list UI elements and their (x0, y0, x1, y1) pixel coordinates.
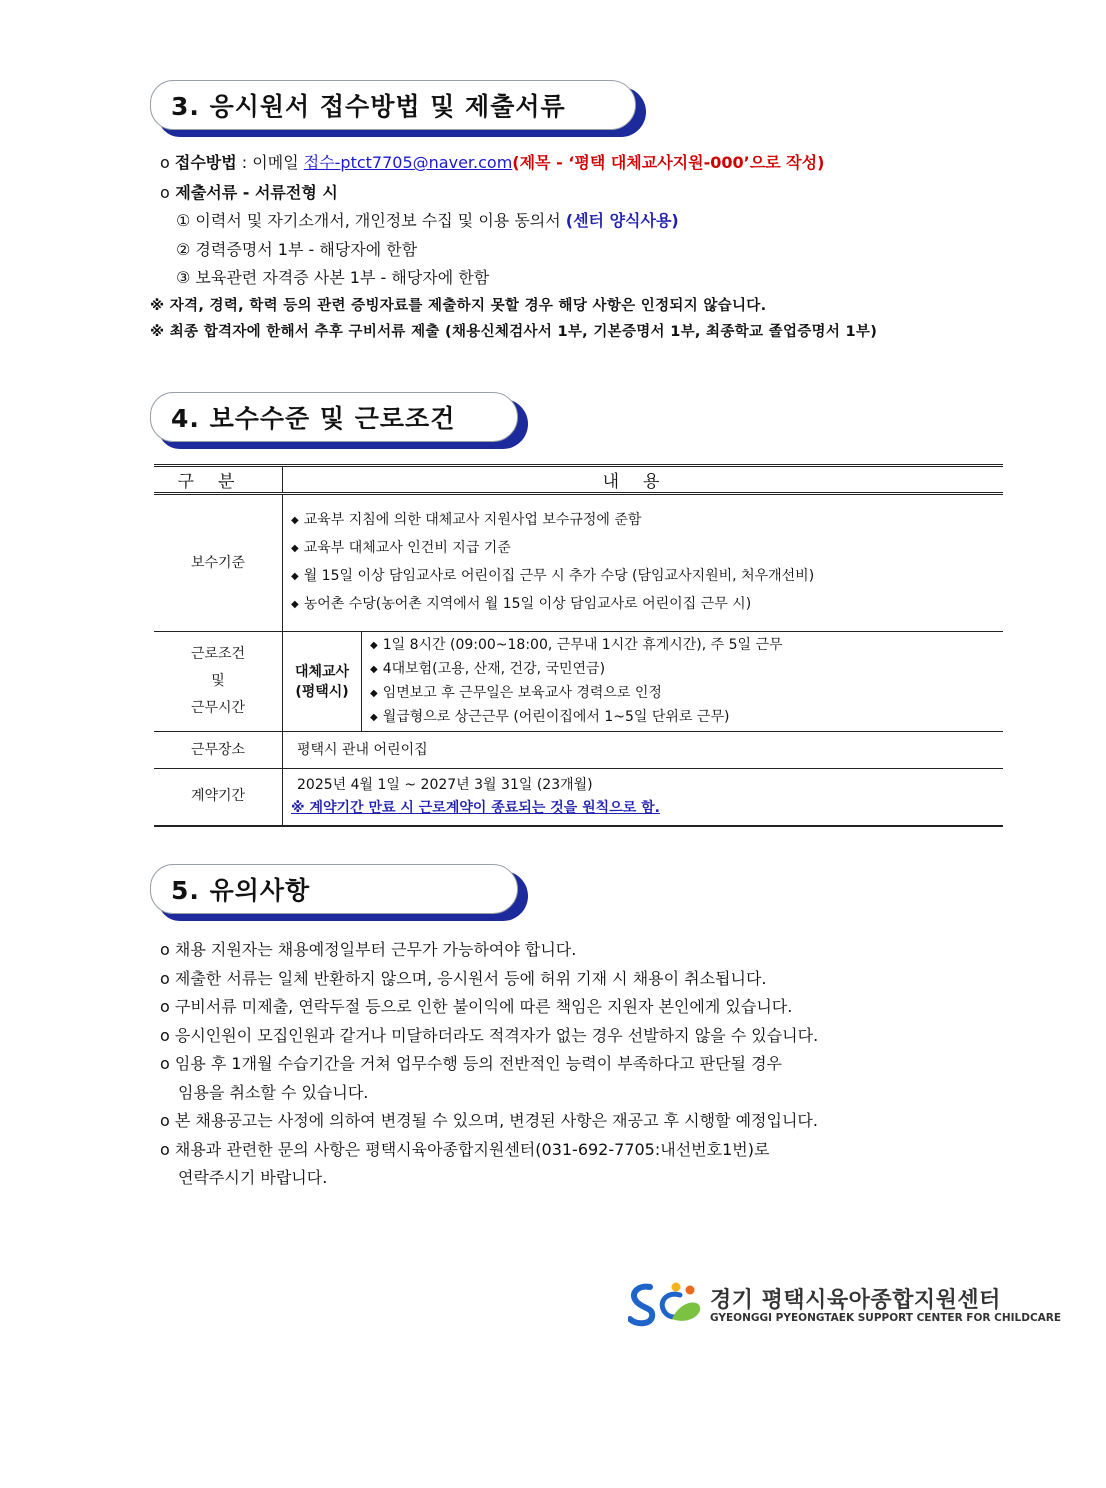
diamond-icon: ◆ (291, 571, 299, 582)
list-item: ◆ 임면보고 후 근무일은 보육교사 경력으로 인정 (370, 684, 662, 701)
submission-method-line (160, 153, 824, 173)
notice-item: o 본 채용공고는 사정에 의하여 변경될 수 있으며, 변경된 사항은 재공고 후 시행할 예정입니다. (160, 1111, 818, 1130)
section3-header (150, 80, 646, 140)
note-2: ※ 최종 합격자에 한해서 추후 구비서류 제출 (채용신체검사서 1부, 기본증명서 1부, 최종학교 졸업증명서 1부) (150, 324, 878, 340)
list-item: ◆ 교육부 대체교사 인건비 지급 기준 (291, 540, 511, 556)
doc-item-1-text: ① 이력서 및 자기소개서, 개인정보 수집 및 이용 동의서 (176, 211, 566, 230)
section5-header (150, 864, 530, 924)
notice-item-cont: 연락주시기 바랍니다. (178, 1168, 328, 1187)
list-item: ◆ 1일 8시간 (09:00~18:00, 근무내 1시간 휴게시간), 주 5일 근무 (370, 636, 783, 653)
email-link[interactable]: 접수-ptct7705@naver.com (303, 153, 513, 172)
row-label-period: 계약기간 (154, 769, 283, 826)
bullet: o (160, 183, 170, 202)
method-sep: : 이메일 (236, 153, 304, 172)
doc-item-3: ③ 보육관련 자격증 사본 1부 - 해당자에 한함 (176, 268, 490, 287)
section4-title: 4. 보수수준 및 근로조건 (150, 392, 518, 442)
table-row (154, 732, 1003, 769)
method-label: 접수방법 (174, 153, 237, 172)
docs-label: 제출서류 - 서류전형 시 (175, 183, 338, 202)
table-header-row (154, 466, 1003, 494)
row-label-work: 근로조건 및 근무시간 (154, 632, 283, 732)
notice-item: o 응시인원이 모집인원과 같거나 미달하더라도 적격자가 없는 경우 선발하지 않을 수 있습니다. (160, 1026, 819, 1045)
table-row (154, 769, 1003, 826)
period-note: ※ 계약기간 만료 시 근로계약이 종료되는 것을 원칙으로 함. (291, 799, 660, 816)
table-row (154, 632, 1003, 732)
diamond-icon: ◆ (370, 711, 378, 723)
notice-item: o 임용 후 1개월 수습기간을 거쳐 업무수행 등의 전반적인 능력이 부족하다고 판단될 경우 (160, 1054, 782, 1073)
doc-item-2: ② 경력증명서 1부 - 해당자에 한함 (176, 240, 418, 259)
period-value: 2025년 4월 1일 ~ 2027년 3월 31일 (23개월) ※ 계약기간 만료 시 근로계약이 종료되는 것을 원칙으로 함. (283, 769, 1004, 826)
center-logo-mark-icon (628, 1281, 704, 1331)
table-row (154, 494, 1003, 632)
list-item: ◆ 교육부 지침에 의한 대체교사 지원사업 보수규정에 준함 (291, 512, 642, 528)
notice-item: o 채용과 관련한 문의 사항은 평택시육아종합지원센터(031-692-7705:내선번호1번)로 (160, 1140, 770, 1159)
diamond-icon: ◆ (370, 663, 378, 675)
notice-item: o 제출한 서류는 일체 반환하지 않으며, 응시원서 등에 허위 기재 시 채용이 취소됩니다. (160, 969, 767, 988)
pay-items (283, 494, 1004, 632)
row-label-place: 근무장소 (154, 732, 283, 769)
list-item: ◆ 월 15일 이상 담임교사로 어린이집 근무 시 추가 수당 (담임교사지원비, 처우개선비) (291, 568, 815, 584)
doc-item-1-note: (센터 양식사용) (565, 211, 679, 230)
diamond-icon: ◆ (291, 543, 299, 554)
header-content: 내용 (283, 466, 1004, 494)
doc-item-1 (176, 211, 679, 231)
note-1: ※ 자격, 경력, 학력 등의 관련 증빙자료를 제출하지 못할 경우 해당 사항은 인정되지 않습니다. (150, 298, 767, 314)
section5-title: 5. 유의사항 (150, 864, 518, 914)
diamond-icon: ◆ (370, 639, 378, 651)
diamond-icon: ◆ (370, 687, 378, 699)
notice-item: o 구비서류 미제출, 연락두절 등으로 인한 불이익에 따른 책임은 지원자 본인에게 있습니다. (160, 997, 793, 1016)
logo-name-kr: 경기 평택시육아종합지원센터 (710, 1288, 1001, 1313)
conditions-table (154, 464, 1003, 827)
section3-title: 3. 응시원서 접수방법 및 제출서류 (150, 80, 636, 130)
list-item: ◆ 월급형으로 상근근무 (어린이집에서 1~5일 단위로 근무) (370, 708, 730, 725)
header-category: 구분 (154, 466, 283, 494)
docs-line (160, 183, 338, 203)
bullet: o (160, 153, 170, 172)
list-item: ◆ 농어촌 수당(농어촌 지역에서 월 15일 이상 담임교사로 어린이집 근무 시) (291, 596, 752, 612)
section4-header (150, 392, 530, 452)
notice-item: o 채용 지원자는 채용예정일부터 근무가 가능하여야 합니다. (160, 940, 577, 959)
logo-name-en: GYEONGGI PYEONGTAEK SUPPORT CENTER FOR CHILDCARE (710, 1312, 1062, 1324)
list-item: ◆ 4대보험(고용, 산재, 건강, 국민연금) (370, 660, 606, 677)
place-value: 평택시 관내 어린이집 (283, 732, 1004, 769)
diamond-icon: ◆ (291, 599, 299, 610)
work-items (362, 632, 1004, 732)
notice-item-cont: 임용을 취소할 수 있습니다. (178, 1083, 369, 1102)
sub-label-substitute: 대체교사 (평택시) (283, 632, 362, 732)
method-note: (제목 - ‘평택 대체교사지원-000’으로 작성) (512, 153, 825, 172)
center-logo (628, 1281, 1062, 1331)
diamond-icon: ◆ (291, 515, 299, 526)
row-label-pay: 보수기준 (154, 494, 283, 632)
